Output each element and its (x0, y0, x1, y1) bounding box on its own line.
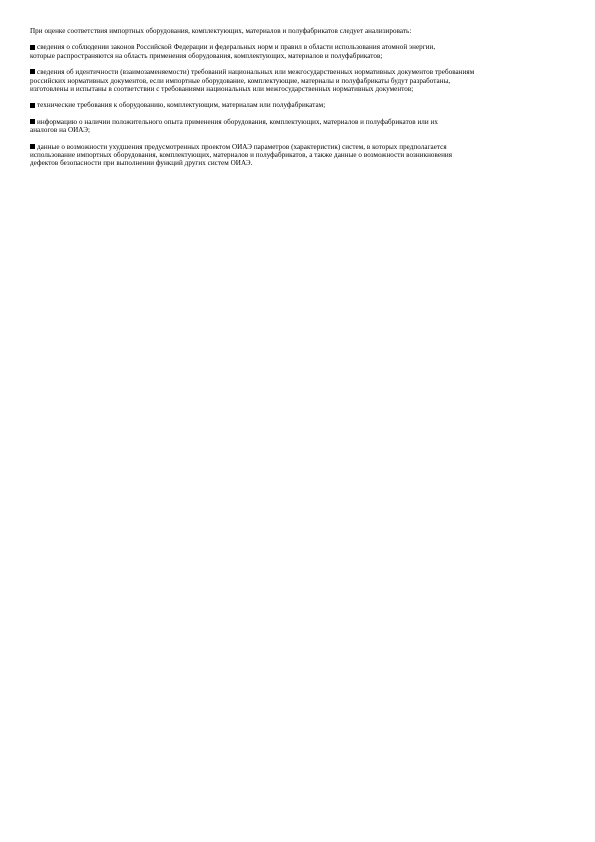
list-item (30, 143, 565, 168)
list-item (30, 101, 565, 109)
list-item-line: дефектов безопасности при выполнении функций других систем ОИАЭ. (30, 159, 253, 168)
square-bullet-icon (30, 45, 35, 50)
square-bullet-icon (30, 103, 35, 108)
square-bullet-icon (30, 119, 35, 124)
document-body (30, 27, 565, 168)
list-item (30, 68, 565, 93)
list-item (30, 43, 565, 60)
list-item-line: аналогов на ОИАЭ; (30, 126, 91, 135)
square-bullet-icon (30, 144, 35, 149)
list-item-line: которые распространяются на область применения оборудования, комплектующих, материалов и полуфабрикатов; (30, 51, 383, 60)
list-item-line: технические требования к оборудованию, комплектующим, материалам или полуфабрикатам; (30, 101, 565, 109)
intro-paragraph: При оценке соответствия импортных оборудования, комплектующих, материалов и полуфабрикатов следует анализировать: (30, 27, 412, 35)
list-item-line: изготовлены и испытаны в соответствии с требованиями национальных или межгосударственных нормативных документов; (30, 85, 414, 94)
list-item-line: российских нормативных документов, если импортные оборудование, комплектующие, материалы и полуфабрикаты будут разработаны, (30, 76, 451, 85)
list-item-line: сведения об идентичности (взаимозаменяемости) требований национальных или межгосударственных нормативных документов требованиям (30, 68, 565, 76)
square-bullet-icon (30, 69, 35, 74)
list-item-line: сведения о соблюдении законов Российской Федерации и федеральных норм и правил в области использования атомной энергии, (30, 43, 565, 51)
list-item-line: использование импортных оборудования, комплектующих, материалов и полуфабрикатов, а также данные о возможности возникновения (30, 151, 453, 160)
list-item-line: информацию о наличии положительного опыта применения оборудования, комплектующих, материалов и полуфабрикатов или их (30, 118, 565, 126)
list-item-line: данные о возможности ухудшения предусмотренных проектом ОИАЭ параметров (характеристик) систем, в которых предполагается (30, 143, 565, 151)
list-item (30, 118, 565, 135)
